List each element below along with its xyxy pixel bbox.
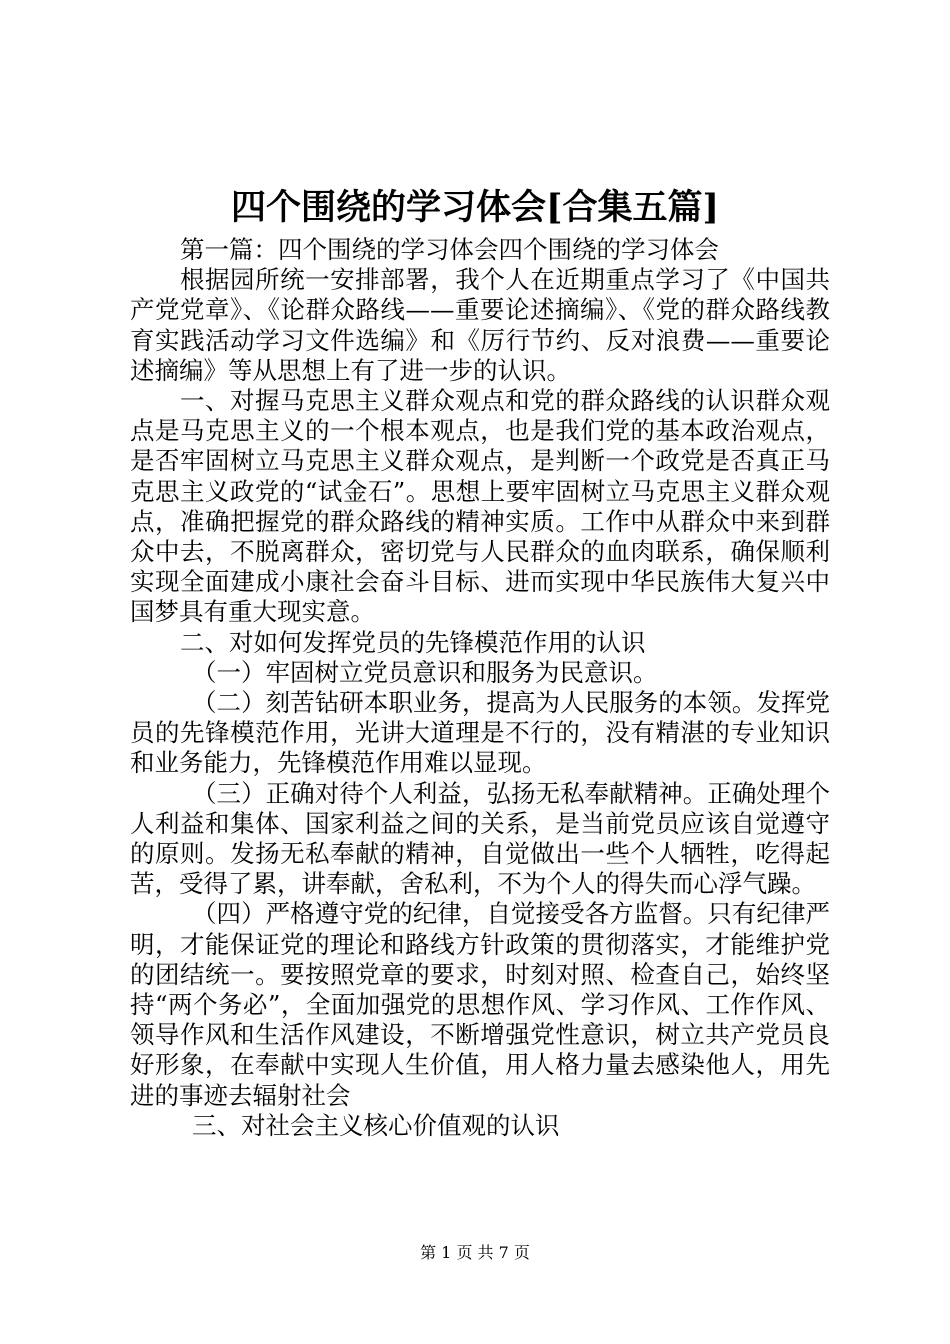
page-number-footer: 第 1 页 共 7 页 (420, 1243, 530, 1262)
document-body (130, 235, 830, 1141)
paragraph-subpoint-one: （一）牢固树立党员意识和服务为民意识。 (192, 657, 658, 687)
paragraph-point-three-heading: 三、对社会主义核心价值观的认识 (192, 1110, 560, 1140)
paragraph-intro: 根据园所统一安排部署，我个人在近期重点学习了《中国共产党党章》、《论群众路线——重要论述摘编》、《党的群众路线教育实践活动学习文件选编》和《厉行节约、反对浪费——重要论述摘编》等从思想上有了进一步的认识。 (130, 265, 830, 385)
paragraph-subpoint-four: （四）严格遵守党的纪律，自觉接受各方监督。只有纪律严明，才能保证党的理论和路线方针政策的贯彻落实，才能维护党的团结统一。要按照党章的要求，时刻对照、检查自己，始终坚持“两个务必”，全面加强党的思想作风、学习作风、工作作风、领导作风和生活作风建设，不断增强党性意识，树立共产党员良好形象，在奉献中实现人生价值，用人格力量去感染他人，用先进的事迹去辐射社会 (130, 899, 830, 1110)
paragraph-point-one: 一、对握马克思主义群众观点和党的群众路线的认识群众观点是马克思主义的一个根本观点，也是我们党的基本政治观点，是否牢固树立马克思主义群众观点，是判断一个政党是否真正马克思主义政党的“试金石”。思想上要牢固树立马克思主义群众观点，准确把握党的群众路线的精神实质。工作中从群众中来到群众中去，不脱离群众，密切党与人民群众的血肉联系，确保顺利实现全面建成小康社会奋斗目标、进而实现中华民族伟大复兴中国梦具有重大现实意。 (130, 386, 830, 627)
paragraph-subpoint-two: （二）刻苦钻研本职业务，提高为人民服务的本领。发挥党员的先锋模范作用，光讲大道理是不行的，没有精湛的专业知识和业务能力，先锋模范作用难以显现。 (130, 688, 830, 778)
document-title: 四个围绕的学习体会[合集五篇] (230, 187, 720, 228)
paragraph-subpoint-three: （三）正确对待个人利益，弘扬无私奉献精神。正确处理个人利益和集体、国家利益之间的关系，是当前党员应该自觉遵守的原则。发扬无私奉献的精神，自觉做出一些个人牺牲，吃得起苦，受得了累，讲奉献，舍私利，不为个人的得失而心浮气躁。 (130, 778, 830, 899)
paragraph-point-two-heading: 二、对如何发挥党员的先锋模范作用的认识 (180, 627, 646, 657)
paragraph-section-heading: 第一篇：四个围绕的学习体会四个围绕的学习体会 (180, 235, 719, 264)
